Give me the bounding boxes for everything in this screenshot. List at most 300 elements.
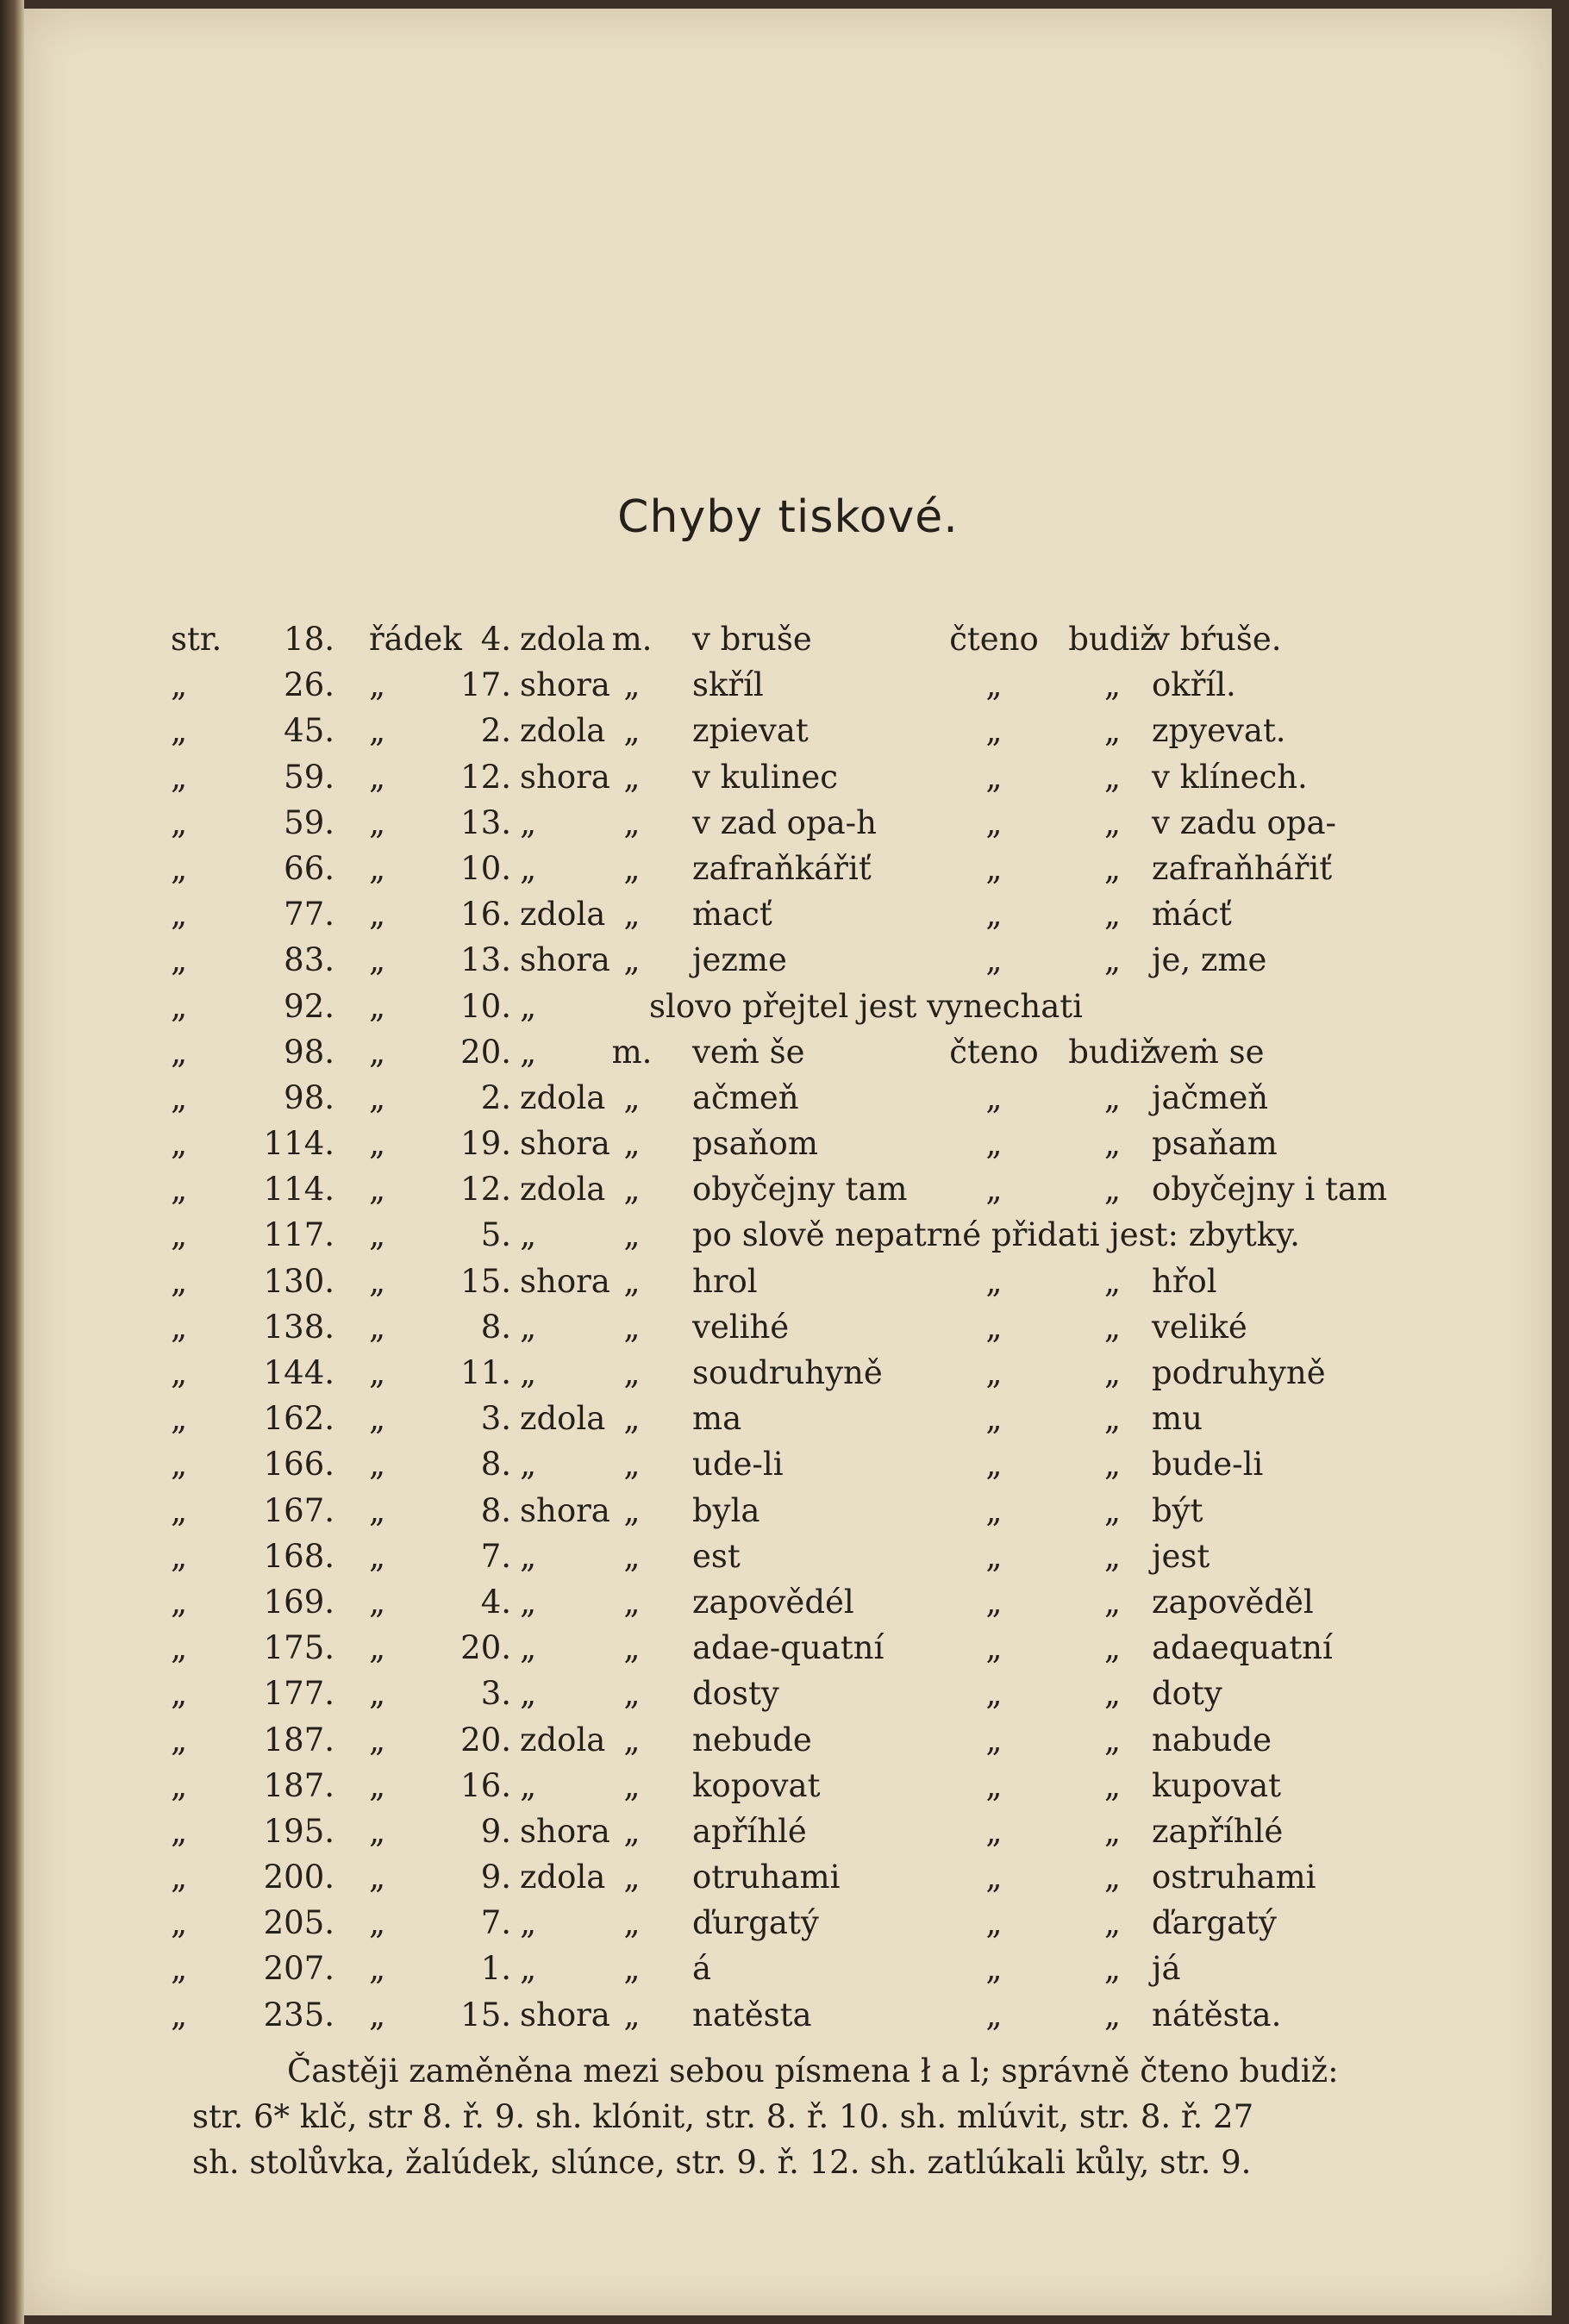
errata-dir: zdola (520, 896, 606, 934)
errata-dir: „ (520, 987, 537, 1025)
errata-str: „ (171, 1950, 188, 1988)
errata-m: „ (623, 1766, 641, 1804)
errata-dir: zdola (520, 1171, 606, 1209)
errata-dir: zdola (520, 1400, 606, 1438)
errata-line: 7. (480, 1537, 511, 1575)
errata-right: podruhyně (1152, 1354, 1326, 1391)
errata-bud: „ (1103, 1766, 1122, 1804)
errata-str: „ (171, 1537, 188, 1575)
errata-dir: „ (520, 1766, 537, 1804)
errata-wrong: skříl (692, 666, 764, 704)
errata-str: „ (171, 1904, 188, 1942)
errata-bud: „ (1103, 1721, 1122, 1759)
errata-row (171, 891, 1395, 937)
errata-str: „ (171, 987, 188, 1025)
errata-right: být (1152, 1491, 1203, 1529)
errata-dir: shora (520, 1491, 610, 1529)
errata-line: 15. (460, 1262, 511, 1300)
errata-wrong: zpievat (692, 712, 809, 750)
errata-right: nátěsta. (1152, 1996, 1282, 2034)
errata-page: 26. (284, 666, 334, 704)
errata-str: „ (171, 1125, 188, 1163)
errata-dir: shora (520, 1125, 610, 1163)
errata-right: hřol (1152, 1262, 1217, 1300)
errata-bud: „ (1103, 1996, 1122, 2034)
errata-bud: „ (1103, 1354, 1122, 1391)
errata-wrong: natěsta (692, 1996, 812, 2034)
errata-wrong: po slově nepatrné přidati jest: zbytky. (692, 1216, 1300, 1254)
errata-line: 19. (460, 1125, 511, 1163)
errata-rad: „ (369, 712, 386, 750)
errata-str: „ (171, 1629, 188, 1667)
errata-bud: „ (1103, 1950, 1122, 1988)
errata-wrong: veṁ še (692, 1033, 805, 1071)
errata-line: 9. (480, 1812, 511, 1850)
errata-page: 114. (263, 1125, 334, 1163)
errata-right: jest (1152, 1537, 1210, 1575)
errata-m: „ (623, 1583, 641, 1621)
errata-str: „ (171, 1216, 188, 1254)
errata-m: „ (623, 666, 641, 704)
errata-ct: „ (985, 1904, 1003, 1942)
errata-bud: „ (1103, 1125, 1122, 1163)
errata-dir: zdola (520, 1721, 606, 1759)
errata-ct: „ (985, 941, 1003, 979)
errata-ct: „ (985, 1583, 1003, 1621)
errata-wrong: adae-quatní (692, 1629, 885, 1667)
errata-bud: „ (1103, 712, 1122, 750)
errata-bud: „ (1103, 1537, 1122, 1575)
errata-wrong: v bruše (692, 621, 812, 658)
errata-line: 2. (480, 1078, 511, 1116)
errata-rad: „ (369, 1859, 386, 1896)
footnote-line: str. 6* klč, str 8. ř. 9. sh. klónit, str. 8. ř. 10. sh. mlúvit, str. 8. ř. 27 (192, 2098, 1254, 2135)
errata-str: „ (171, 1766, 188, 1804)
errata-bud: „ (1103, 896, 1122, 934)
footnote-line: Častěji zaměněna mezi sebou písmena ł a l; správně čteno budiž: (287, 2052, 1339, 2090)
errata-rad: „ (369, 803, 386, 841)
errata-ct: „ (985, 1675, 1003, 1713)
errata-line: 9. (480, 1859, 511, 1896)
errata-dir: „ (520, 1629, 537, 1667)
errata-str: „ (171, 1721, 188, 1759)
errata-dir: zdola (520, 712, 606, 750)
errata-right: zafraňhářiť (1152, 849, 1333, 887)
errata-row (171, 846, 1395, 891)
errata-rad: „ (369, 1308, 386, 1346)
errata-page: 169. (263, 1583, 334, 1621)
errata-wrong: hrol (692, 1262, 758, 1300)
errata-ct: „ (985, 1766, 1003, 1804)
errata-str: „ (171, 1354, 188, 1391)
errata-m: „ (623, 1537, 641, 1575)
errata-wrong: otruhami (692, 1859, 841, 1896)
errata-wrong: ude-li (692, 1446, 784, 1484)
errata-line: 12. (460, 1171, 511, 1209)
errata-line: 8. (480, 1308, 511, 1346)
errata-str: „ (171, 803, 188, 841)
errata-m: „ (623, 1262, 641, 1300)
errata-line: 2. (480, 712, 511, 750)
errata-rad: „ (369, 1078, 386, 1116)
errata-right: nabude (1152, 1721, 1272, 1759)
errata-line: 1. (480, 1950, 511, 1988)
errata-right: okříl. (1152, 666, 1236, 704)
errata-wrong: soudruhyně (692, 1354, 883, 1391)
errata-ct: „ (985, 1078, 1003, 1116)
errata-row (171, 1671, 1395, 1716)
book-spine (0, 0, 24, 2324)
errata-right: v klínech. (1152, 758, 1308, 796)
errata-line: 13. (460, 803, 511, 841)
errata-right: zpyevat. (1152, 712, 1286, 750)
errata-rad: „ (369, 1629, 386, 1667)
errata-row (171, 1121, 1395, 1166)
errata-ct: „ (985, 1950, 1003, 1988)
errata-row (171, 1075, 1395, 1121)
errata-right: veliké (1152, 1308, 1247, 1346)
errata-ct: „ (985, 1721, 1003, 1759)
errata-str: „ (171, 1400, 188, 1438)
errata-m: „ (623, 1675, 641, 1713)
errata-dir: „ (520, 1033, 537, 1071)
errata-rad: „ (369, 1262, 386, 1300)
errata-row (171, 1809, 1395, 1854)
errata-str: „ (171, 1491, 188, 1529)
errata-bud: „ (1103, 1812, 1122, 1850)
errata-bud: „ (1103, 1400, 1122, 1438)
errata-right: je, zme (1152, 941, 1267, 979)
errata-table (171, 616, 1395, 2038)
errata-rad: „ (369, 758, 386, 796)
errata-page: 59. (284, 758, 334, 796)
errata-ct: „ (985, 1400, 1003, 1438)
errata-ct: „ (985, 1996, 1003, 2034)
errata-wrong: ďurgatý (692, 1904, 819, 1942)
errata-ct: „ (985, 1125, 1003, 1163)
errata-right: ďargatý (1152, 1904, 1277, 1942)
errata-m: „ (623, 1400, 641, 1438)
errata-ct: čteno (949, 621, 1039, 658)
errata-dir: „ (520, 1537, 537, 1575)
errata-rad: „ (369, 1766, 386, 1804)
errata-line: 11. (460, 1354, 511, 1391)
errata-line: 4. (480, 621, 511, 658)
errata-right: zapříhlé (1152, 1812, 1284, 1850)
errata-dir: shora (520, 666, 610, 704)
errata-page: 114. (263, 1171, 334, 1209)
errata-rad: „ (369, 1583, 386, 1621)
errata-ct: „ (985, 1491, 1003, 1529)
errata-right: v zadu opa- (1152, 803, 1337, 841)
errata-ct: „ (985, 666, 1003, 704)
errata-row (171, 1946, 1395, 1991)
errata-dir: „ (520, 1216, 537, 1254)
errata-bud: „ (1103, 1629, 1122, 1667)
errata-m: „ (623, 1950, 641, 1988)
errata-row (171, 1900, 1395, 1946)
errata-ct: „ (985, 1308, 1003, 1346)
errata-ct: „ (985, 1537, 1003, 1575)
errata-wrong: zapovědél (692, 1583, 854, 1621)
errata-bud: „ (1103, 1171, 1122, 1209)
errata-line: 17. (460, 666, 511, 704)
errata-m: „ (623, 896, 641, 934)
errata-page: 66. (284, 849, 334, 887)
errata-right: adaequatní (1152, 1629, 1333, 1667)
errata-m: „ (623, 1491, 641, 1529)
errata-rad: „ (369, 896, 386, 934)
errata-right: ṁácť (1152, 896, 1232, 934)
errata-line: 20. (460, 1629, 511, 1667)
errata-dir: shora (520, 1812, 610, 1850)
errata-row (171, 616, 1395, 662)
errata-right: zapověděl (1152, 1583, 1314, 1621)
errata-str: „ (171, 1996, 188, 2034)
errata-line: 20. (460, 1033, 511, 1071)
errata-page: 166. (263, 1446, 334, 1484)
errata-line: 7. (480, 1904, 511, 1942)
errata-row (171, 1992, 1395, 2038)
errata-row (171, 1029, 1395, 1075)
errata-right: kupovat (1152, 1766, 1282, 1804)
footnote (192, 2048, 1408, 2185)
errata-bud: „ (1103, 849, 1122, 887)
errata-dir: zdola (520, 1078, 606, 1116)
errata-right: já (1152, 1950, 1181, 1988)
errata-page: 187. (263, 1766, 334, 1804)
errata-page: 175. (263, 1629, 334, 1667)
errata-m: „ (623, 1859, 641, 1896)
errata-wrong: v zad opa-h (692, 803, 878, 841)
errata-rad: „ (369, 1216, 386, 1254)
errata-str: „ (171, 1859, 188, 1896)
errata-row (171, 662, 1395, 708)
errata-wrong: á (692, 1950, 712, 1988)
errata-ct: „ (985, 896, 1003, 934)
errata-bud: „ (1103, 1859, 1122, 1896)
errata-wrong: jezme (692, 941, 787, 979)
errata-bud: „ (1103, 1308, 1122, 1346)
errata-wrong: obyčejny tam (692, 1171, 908, 1209)
errata-m: m. (611, 621, 653, 658)
errata-dir: „ (520, 849, 537, 887)
errata-wrong: est (692, 1537, 741, 1575)
errata-m: „ (623, 1629, 641, 1667)
page (24, 9, 1552, 2315)
errata-wrong: v kulinec (692, 758, 839, 796)
errata-wrong: kopovat (692, 1766, 821, 1804)
errata-row (171, 1259, 1395, 1304)
errata-rad: „ (369, 1400, 386, 1438)
errata-line: 13. (460, 941, 511, 979)
errata-wrong: velihé (692, 1308, 790, 1346)
errata-ct: „ (985, 1171, 1003, 1209)
errata-page: 167. (263, 1491, 334, 1529)
errata-right: obyčejny i tam (1152, 1171, 1388, 1209)
errata-m: „ (623, 1078, 641, 1116)
errata-m: „ (623, 1721, 641, 1759)
errata-line: 5. (480, 1216, 511, 1254)
errata-str: „ (171, 896, 188, 934)
errata-rad: „ (369, 1491, 386, 1529)
errata-rad: „ (369, 1354, 386, 1391)
errata-str: „ (171, 849, 188, 887)
errata-rad: „ (369, 987, 386, 1025)
errata-page: 92. (284, 987, 334, 1025)
errata-wrong: nebude (692, 1721, 812, 1759)
errata-line: 20. (460, 1721, 511, 1759)
errata-wrong: apříhlé (692, 1812, 807, 1850)
errata-page: 130. (263, 1262, 334, 1300)
errata-page: 59. (284, 803, 334, 841)
errata-wrong: slovo přejtel jest vynechati (649, 987, 1083, 1025)
errata-row (171, 984, 1395, 1029)
errata-page: 45. (284, 712, 334, 750)
errata-str: „ (171, 1308, 188, 1346)
errata-str: „ (171, 1171, 188, 1209)
errata-m: „ (623, 758, 641, 796)
errata-bud: budiž (1068, 1033, 1157, 1071)
errata-page: 144. (263, 1354, 334, 1391)
errata-str: „ (171, 1078, 188, 1116)
page-title: Chyby tiskové. (617, 491, 959, 543)
errata-ct: „ (985, 849, 1003, 887)
errata-rad: „ (369, 1446, 386, 1484)
errata-str: „ (171, 758, 188, 796)
errata-rad: „ (369, 1675, 386, 1713)
errata-m: „ (623, 1904, 641, 1942)
errata-bud: „ (1103, 803, 1122, 841)
errata-row (171, 800, 1395, 846)
errata-bud: „ (1103, 1675, 1122, 1713)
errata-str: „ (171, 1262, 188, 1300)
errata-line: 10. (460, 849, 511, 887)
errata-rad: „ (369, 1812, 386, 1850)
errata-right: veṁ se (1152, 1033, 1265, 1071)
errata-bud: „ (1103, 1446, 1122, 1484)
errata-dir: zdola (520, 1859, 606, 1896)
errata-dir: shora (520, 758, 610, 796)
errata-rad: „ (369, 666, 386, 704)
errata-dir: „ (520, 1583, 537, 1621)
errata-row (171, 1854, 1395, 1900)
errata-str: str. (171, 621, 222, 658)
errata-page: 98. (284, 1078, 334, 1116)
errata-str: „ (171, 712, 188, 750)
errata-page: 187. (263, 1721, 334, 1759)
footnote-line: sh. stolůvka, žalúdek, slúnce, str. 9. ř. 12. sh. zatlúkali kůly, str. 9. (192, 2144, 1252, 2181)
errata-line: 3. (480, 1675, 511, 1713)
errata-m: m. (611, 1033, 653, 1071)
errata-row (171, 1441, 1395, 1487)
errata-page: 205. (263, 1904, 334, 1942)
errata-right: mu (1152, 1400, 1203, 1438)
errata-line: 16. (460, 896, 511, 934)
errata-page: 162. (263, 1400, 334, 1438)
errata-right: bude-li (1152, 1446, 1264, 1484)
errata-m: „ (623, 1308, 641, 1346)
errata-row (171, 1166, 1395, 1212)
errata-row (171, 1488, 1395, 1534)
errata-row (171, 1717, 1395, 1763)
errata-m: „ (623, 1171, 641, 1209)
errata-line: 8. (480, 1446, 511, 1484)
errata-page: 77. (284, 896, 334, 934)
errata-bud: budiž (1068, 621, 1157, 658)
errata-row (171, 708, 1395, 753)
errata-m: „ (623, 712, 641, 750)
errata-ct: „ (985, 758, 1003, 796)
errata-row (171, 937, 1395, 983)
errata-rad: „ (369, 1125, 386, 1163)
errata-rad: „ (369, 1171, 386, 1209)
errata-str: „ (171, 1033, 188, 1071)
errata-bud: „ (1103, 666, 1122, 704)
errata-line: 16. (460, 1766, 511, 1804)
errata-rad: řádek (369, 621, 462, 658)
errata-line: 10. (460, 987, 511, 1025)
errata-page: 117. (263, 1216, 334, 1254)
errata-str: „ (171, 666, 188, 704)
errata-row (171, 1763, 1395, 1809)
errata-row (171, 1534, 1395, 1579)
errata-wrong: ma (692, 1400, 742, 1438)
errata-page: 18. (284, 621, 334, 658)
errata-m: „ (623, 1216, 641, 1254)
errata-dir: „ (520, 1354, 537, 1391)
errata-dir: „ (520, 803, 537, 841)
errata-dir: shora (520, 1996, 610, 2034)
errata-wrong: ačmeň (692, 1078, 799, 1116)
errata-ct: „ (985, 1262, 1003, 1300)
errata-row (171, 1396, 1395, 1441)
errata-page: 207. (263, 1950, 334, 1988)
errata-row (171, 1350, 1395, 1396)
errata-dir: zdola (520, 621, 606, 658)
errata-page: 83. (284, 941, 334, 979)
errata-page: 195. (263, 1812, 334, 1850)
errata-row (171, 1304, 1395, 1350)
errata-ct: „ (985, 803, 1003, 841)
errata-wrong: ṁacť (692, 896, 772, 934)
errata-ct: „ (985, 1446, 1003, 1484)
errata-str: „ (171, 1675, 188, 1713)
errata-ct: „ (985, 1859, 1003, 1896)
errata-bud: „ (1103, 1904, 1122, 1942)
errata-dir: shora (520, 1262, 610, 1300)
errata-str: „ (171, 941, 188, 979)
errata-line: 15. (460, 1996, 511, 2034)
errata-rad: „ (369, 1950, 386, 1988)
errata-bud: „ (1103, 941, 1122, 979)
errata-m: „ (623, 1446, 641, 1484)
errata-rad: „ (369, 1537, 386, 1575)
errata-right: jačmeň (1152, 1078, 1269, 1116)
errata-page: 200. (263, 1859, 334, 1896)
errata-m: „ (623, 803, 641, 841)
errata-m: „ (623, 1812, 641, 1850)
errata-row (171, 754, 1395, 800)
errata-str: „ (171, 1446, 188, 1484)
errata-bud: „ (1103, 1583, 1122, 1621)
errata-dir: „ (520, 1308, 537, 1346)
errata-right: doty (1152, 1675, 1222, 1713)
errata-page: 138. (263, 1308, 334, 1346)
errata-page: 168. (263, 1537, 334, 1575)
errata-ct: „ (985, 1629, 1003, 1667)
errata-right: v bŕuše. (1152, 621, 1282, 658)
